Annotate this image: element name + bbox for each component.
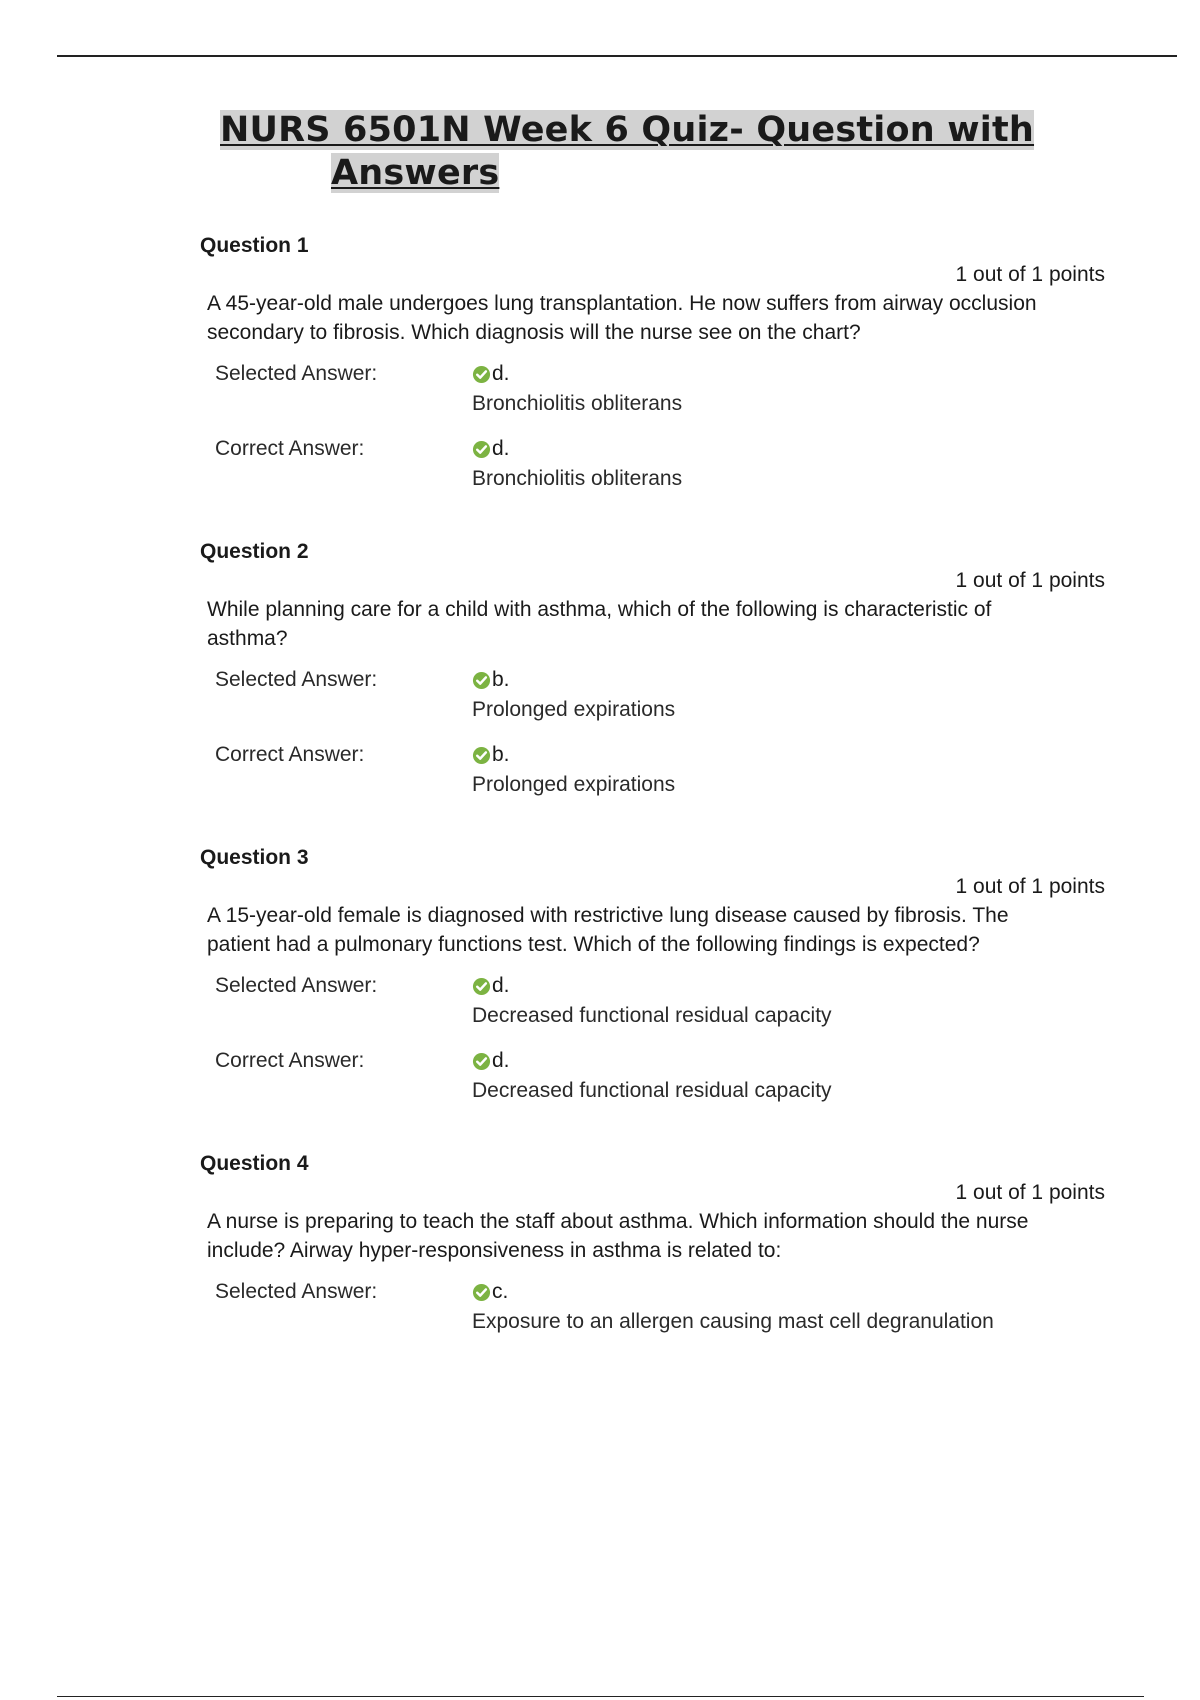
check-circle-icon	[472, 1283, 491, 1302]
question-heading: Question 1	[200, 234, 309, 257]
question-heading: Question 2	[200, 540, 309, 563]
correct-answer-row	[200, 740, 1110, 800]
check-circle-icon	[472, 365, 491, 384]
correct-answer-letter: b.	[492, 743, 510, 766]
correct-answer-text: Decreased functional residual capacity	[472, 1079, 832, 1102]
selected-answer-letter: b.	[492, 668, 510, 691]
selected-answer-label: Selected Answer:	[215, 1280, 378, 1303]
title-line-2: Answers	[331, 153, 500, 194]
selected-answer-row	[200, 665, 1110, 725]
selected-answer-label: Selected Answer:	[215, 668, 378, 691]
question-points: 1 out of 1 points	[955, 875, 1105, 898]
question-4	[200, 1149, 1110, 1337]
selected-answer-text: Prolonged expirations	[472, 698, 676, 721]
question-text: A nurse is preparing to teach the staff about asthma. Which information should the nurse include? Airway hyper-responsiveness in asthma is related to:	[207, 1210, 1029, 1262]
question-heading: Question 4	[200, 1152, 309, 1175]
selected-answer-row	[200, 1277, 1110, 1337]
check-circle-icon	[472, 440, 491, 459]
correct-answer-row	[200, 1046, 1110, 1106]
selected-answer-text: Exposure to an allergen causing mast cell degranulation	[472, 1310, 994, 1333]
check-circle-icon	[472, 977, 491, 996]
check-circle-icon	[472, 746, 491, 765]
selected-answer-row	[200, 971, 1110, 1031]
top-rule	[57, 55, 1177, 57]
correct-answer-text: Bronchiolitis obliterans	[472, 467, 683, 490]
selected-answer-letter: d.	[492, 974, 510, 997]
bottom-rule	[57, 1696, 1144, 1697]
selected-answer-text: Bronchiolitis obliterans	[472, 392, 683, 415]
selected-answer-row	[200, 359, 1110, 419]
selected-answer-text: Decreased functional residual capacity	[472, 1004, 832, 1027]
question-text: A 15-year-old female is diagnosed with restrictive lung disease caused by fibrosis. The patient had a pulmonary functions test. Which of the following findings is expected?	[207, 904, 1009, 956]
question-points: 1 out of 1 points	[955, 569, 1105, 592]
correct-answer-letter: d.	[492, 1049, 510, 1072]
question-1	[200, 231, 1110, 494]
question-2	[200, 537, 1110, 800]
selected-answer-letter: d.	[492, 362, 510, 385]
title-line-1: NURS 6501N Week 6 Quiz- Question with	[220, 110, 1035, 151]
selected-answer-label: Selected Answer:	[215, 362, 378, 385]
question-text: A 45-year-old male undergoes lung transplantation. He now suffers from airway occlusion secondary to fibrosis. Which diagnosis will the nurse see on the chart?	[207, 292, 1037, 344]
question-heading: Question 3	[200, 846, 309, 869]
page-title	[220, 109, 1100, 195]
correct-answer-letter: d.	[492, 437, 510, 460]
question-3	[200, 843, 1110, 1106]
selected-answer-letter: c.	[492, 1280, 509, 1303]
check-circle-icon	[472, 671, 491, 690]
check-circle-icon	[472, 1052, 491, 1071]
question-points: 1 out of 1 points	[955, 1181, 1105, 1204]
correct-answer-row	[200, 434, 1110, 494]
question-text: While planning care for a child with asthma, which of the following is characteristic of asthma?	[207, 598, 992, 650]
selected-answer-label: Selected Answer:	[215, 974, 378, 997]
correct-answer-label: Correct Answer:	[215, 437, 365, 460]
correct-answer-label: Correct Answer:	[215, 743, 365, 766]
correct-answer-text: Prolonged expirations	[472, 773, 676, 796]
questions-list	[200, 231, 1110, 1380]
correct-answer-label: Correct Answer:	[215, 1049, 365, 1072]
question-points: 1 out of 1 points	[955, 263, 1105, 286]
